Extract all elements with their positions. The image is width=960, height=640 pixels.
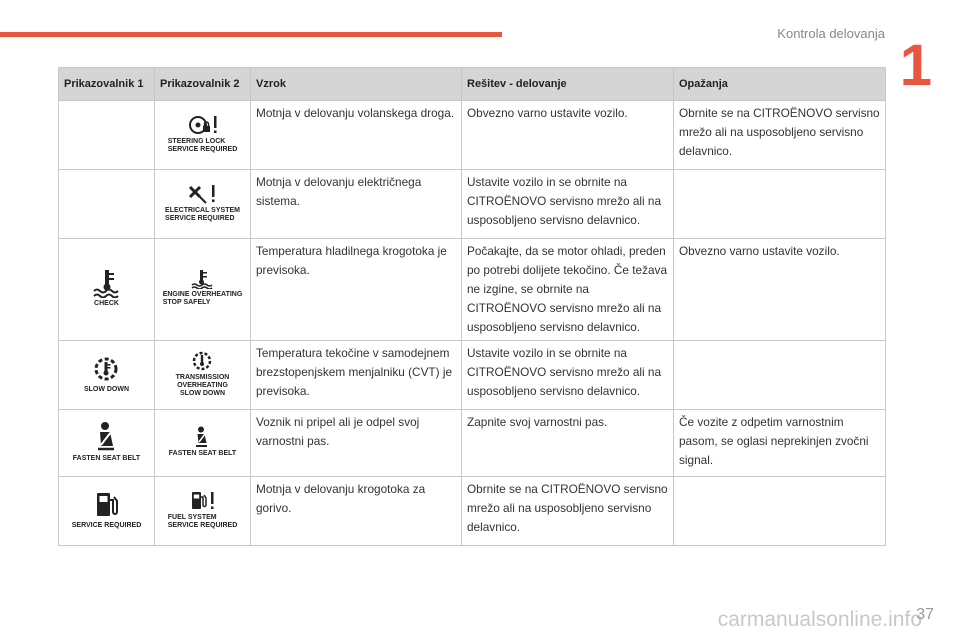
display-1-cell — [59, 101, 155, 170]
electrical-system-icon — [165, 183, 240, 223]
solution-cell: Zapnite svoj varnostni pas. — [462, 410, 674, 477]
icon-label: TRANSMISSION OVERHEATING SLOW DOWN — [175, 373, 230, 397]
note-cell — [674, 170, 886, 239]
table-row — [59, 341, 886, 410]
table-row — [59, 101, 886, 170]
cause-cell: Motnja v delovanju krogotoka za gorivo. — [251, 477, 462, 546]
display-1-cell — [59, 239, 155, 341]
solution-cell: Obvezno varno ustavite vozilo. — [462, 101, 674, 170]
solution-cell: Ustavite vozilo in se obrnite na CITROËNOVO servisno mrežo ali na usposobljeno servisno delavnico. — [462, 170, 674, 239]
icon-label: STEERING LOCK SERVICE REQUIRED — [167, 137, 238, 153]
warning-table — [58, 67, 886, 546]
cause-cell: Voznik ni pripel ali je odpel svoj varnostni pas. — [251, 410, 462, 477]
display-2-cell — [155, 341, 251, 410]
table-header-row — [59, 68, 886, 101]
seat-belt-icon — [73, 421, 140, 463]
coolant-temperature-icon — [92, 268, 122, 308]
solution-cell: Počakajte, da se motor ohladi, preden po potrebi dolijete tekočino. Če težava ne izgine, se obrnite na CITROËNOVO servisno mrežo ali na usposobljeno servisno delavnico. — [462, 239, 674, 341]
cause-cell: Temperatura tekočine v samodejnem brezstopenjskem menjalniku (CVT) je previsoka. — [251, 341, 462, 410]
column-header: Prikazovalnik 1 — [59, 68, 155, 101]
note-cell — [674, 341, 886, 410]
page-number: 37 — [916, 606, 934, 623]
icon-label: ENGINE OVERHEATING STOP SAFELY — [162, 291, 243, 306]
fuel-system-icon — [72, 490, 142, 530]
icon-label: FASTEN SEAT BELT — [168, 449, 237, 457]
display-2-cell — [155, 410, 251, 477]
solution-cell: Obrnite se na CITROËNOVO servisno mrežo ali na usposobljeno servisno delavnico. — [462, 477, 674, 546]
display-1-cell — [59, 410, 155, 477]
display-1-cell — [59, 341, 155, 410]
display-1-cell — [59, 477, 155, 546]
transmission-temperature-icon — [84, 354, 129, 394]
display-1-cell — [59, 170, 155, 239]
icon-label: ELECTRICAL SYSTEM SERVICE REQUIRED — [165, 206, 240, 222]
note-cell: Obrnite se na CITROËNOVO servisno mrežo ali na usposobljeno servisno delavnico. — [674, 101, 886, 170]
watermark: carmanualsonline.info — [717, 608, 922, 631]
note-cell: Obvezno varno ustavite vozilo. — [674, 239, 886, 341]
solution-cell: Ustavite vozilo in se obrnite na CITROËNOVO servisno mrežo ali na usposobljeno servisno delavnico. — [462, 341, 674, 410]
column-header: Vzrok — [251, 68, 462, 101]
section-title: Kontrola delovanja — [777, 26, 885, 41]
icon-label: SLOW DOWN — [83, 385, 130, 393]
column-header: Rešitev - delovanje — [462, 68, 674, 101]
display-2-cell — [155, 101, 251, 170]
table-row — [59, 410, 886, 477]
fuel-system-icon — [168, 490, 238, 530]
table-row — [59, 477, 886, 546]
cause-cell: Motnja v delovanju električnega sistema. — [251, 170, 462, 239]
coolant-temperature-icon — [163, 269, 243, 307]
icon-label: CHECK — [94, 300, 119, 307]
table-row — [59, 170, 886, 239]
table-row — [59, 239, 886, 341]
column-header: Opažanja — [674, 68, 886, 101]
steering-lock-icon — [168, 114, 238, 154]
transmission-temperature-icon — [176, 350, 230, 398]
icon-label: FUEL SYSTEM SERVICE REQUIRED — [167, 513, 238, 529]
note-cell: Če vozite z odpetim varnostnim pasom, se oglasi neprekinjen zvočni signal. — [674, 410, 886, 477]
column-header: Prikazovalnik 2 — [155, 68, 251, 101]
icon-label: SERVICE REQUIRED — [71, 521, 142, 529]
header-accent-bar — [0, 32, 502, 37]
display-2-cell — [155, 170, 251, 239]
display-2-cell — [155, 239, 251, 341]
cause-cell: Motnja v delovanju volanskega droga. — [251, 101, 462, 170]
icon-label: FASTEN SEAT BELT — [72, 454, 141, 462]
cause-cell: Temperatura hladilnega krogotoka je previsoka. — [251, 239, 462, 341]
note-cell — [674, 477, 886, 546]
display-2-cell — [155, 477, 251, 546]
seat-belt-icon — [169, 426, 236, 458]
chapter-number: 1 — [899, 33, 932, 98]
